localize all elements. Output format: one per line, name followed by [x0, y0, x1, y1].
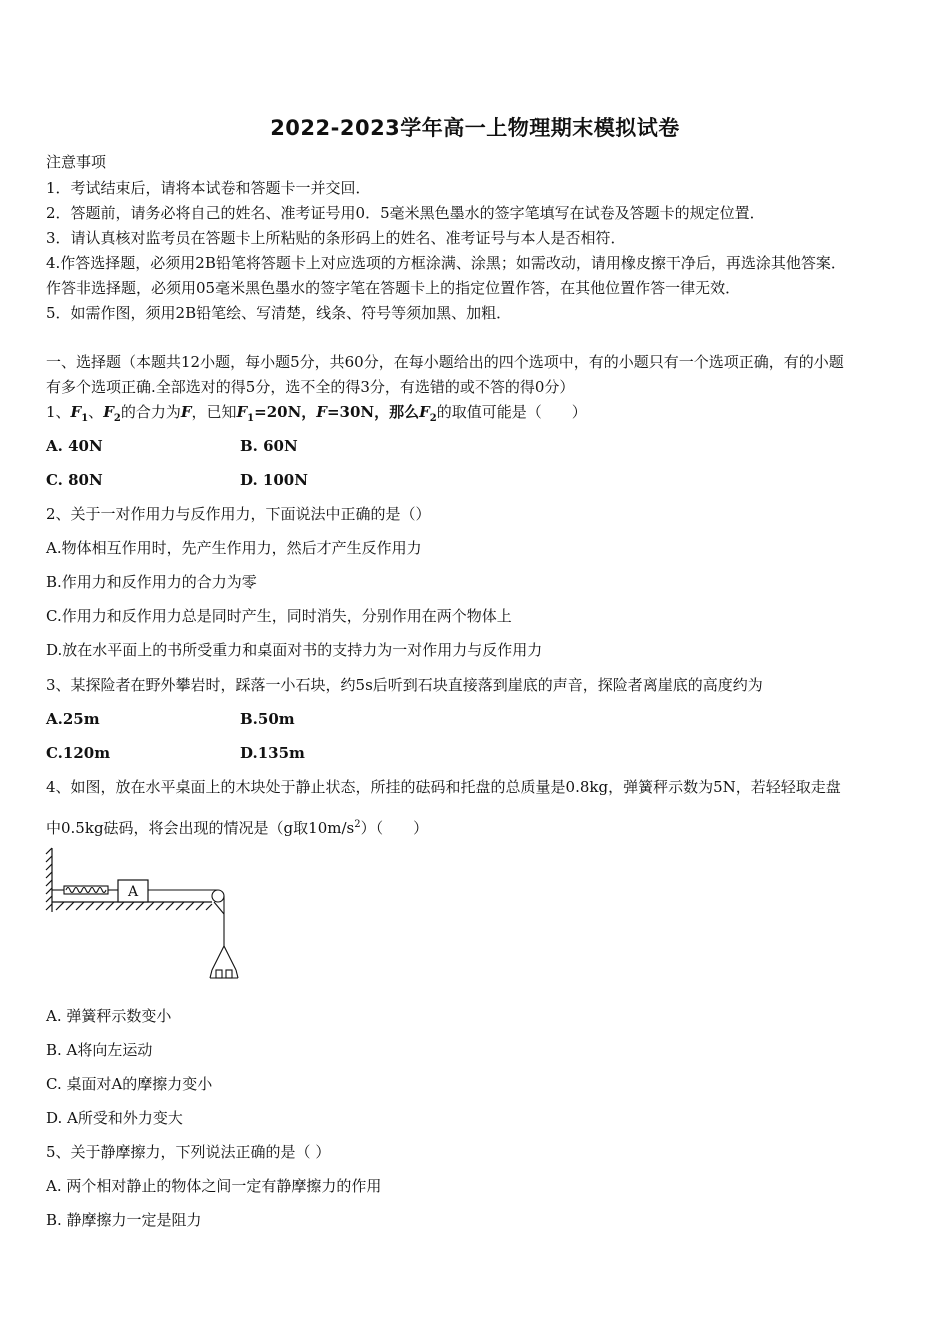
block-a-label: A — [127, 884, 139, 900]
q3-stem: 3、某探险者在野外攀岩时，踩落一小石块，约5s后听到石块直接落到崖底的声音，探险者离崖底的高度约为 — [46, 676, 763, 694]
q4-figure — [44, 846, 244, 986]
section-heading-line1: 一、选择题（本题共12小题，每小题5分，共60分，在每小题给出的四个选项中，有的小题只有一个选项正确，有的小题 — [46, 353, 844, 371]
table-surface — [52, 902, 212, 910]
q4-option-a: A. 弹簧秤示数变小 — [46, 1007, 172, 1025]
q2-option-d: D.放在水平面上的书所受重力和桌面对书的支持力为一对作用力与反作用力 — [46, 641, 543, 659]
q4-option-c: C. 桌面对A的摩擦力变小 — [46, 1075, 213, 1093]
q1-option-d: D. 100N — [240, 471, 308, 489]
block-a — [118, 880, 148, 902]
q5-option-a: A. 两个相对静止的物体之间一定有静摩擦力的作用 — [46, 1177, 382, 1195]
q3-option-c: C.120m — [46, 744, 111, 762]
spring-scale — [52, 886, 118, 894]
section-heading-line2: 有多个选项正确.全部选对的得5分，选不全的得3分，有选错的或不答的得0分） — [46, 378, 575, 396]
q4-stem-line1: 4、如图，放在水平桌面上的木块处于静止状态，所挂的砝码和托盘的总质量是0.8kg，弹簧秤示数为5N，若轻轻取走盘 — [46, 778, 841, 796]
notice-item-4: 4.作答选择题，必须用2B铅笔将答题卡上对应选项的方框涂满、涂黑；如需改动，请用橡皮擦干净后，再选涂其他答案． — [46, 254, 846, 272]
q5-option-b: B. 静摩擦力一定是阻力 — [46, 1211, 202, 1229]
notice-heading: 注意事项 — [46, 153, 107, 171]
notice-item-1: 1．考试结束后，请将本试卷和答题卡一并交回． — [46, 179, 371, 197]
notice-item-4-cont: 作答非选择题，必须用05毫米黑色墨水的签字笔在答题卡上的指定位置作答，在其他位置作答一律无效． — [46, 279, 741, 297]
q4-option-d: D. A所受和外力变大 — [46, 1109, 183, 1127]
weight-tray — [210, 946, 238, 978]
q3-option-b: B.50m — [240, 710, 295, 728]
q3-option-a: A.25m — [46, 710, 100, 728]
wall — [46, 848, 52, 912]
q2-option-b: B.作用力和反作用力的合力为零 — [46, 573, 257, 591]
q1-option-c: C. 80N — [46, 471, 103, 489]
notice-item-3: 3．请认真核对监考员在答题卡上所粘贴的条形码上的姓名、准考证号与本人是否相符． — [46, 229, 626, 247]
q1-stem: 1、$F_1$、$F_2$的合力为F，已知$F_1=20N$，F=30N，那么$F_2$的取值可能是（ ） — [46, 403, 587, 424]
q1-option-b: B. 60N — [240, 437, 298, 455]
string-and-pulley — [148, 890, 224, 946]
notice-item-2: 2．答题前，请务必将自己的姓名、准考证号用0．5毫米黑色墨水的签字笔填写在试卷及答题卡的规定位置． — [46, 204, 765, 222]
q4-option-b: B. A将向左运动 — [46, 1041, 153, 1059]
q5-stem: 5、关于静摩擦力，下列说法正确的是（ ） — [46, 1143, 331, 1161]
notice-item-5: 5．如需作图，须用2B铅笔绘、写清楚，线条、符号等须加黑、加粗． — [46, 304, 512, 322]
q2-option-c: C.作用力和反作用力总是同时产生，同时消失，分别作用在两个物体上 — [46, 607, 512, 625]
q2-option-a: A.物体相互作用时，先产生作用力，然后才产生反作用力 — [46, 539, 422, 557]
page-title: 2022-2023学年高一上物理期末模拟试卷 — [270, 116, 680, 140]
q2-stem: 2、关于一对作用力与反作用力，下面说法中正确的是（） — [46, 505, 431, 523]
q1-option-a: A. 40N — [46, 437, 103, 455]
q4-stem-line2: 中0.5kg砝码，将会出现的情况是（g取$10m/s^2$）（ ） — [46, 819, 429, 837]
q3-option-d: D.135m — [240, 744, 305, 762]
